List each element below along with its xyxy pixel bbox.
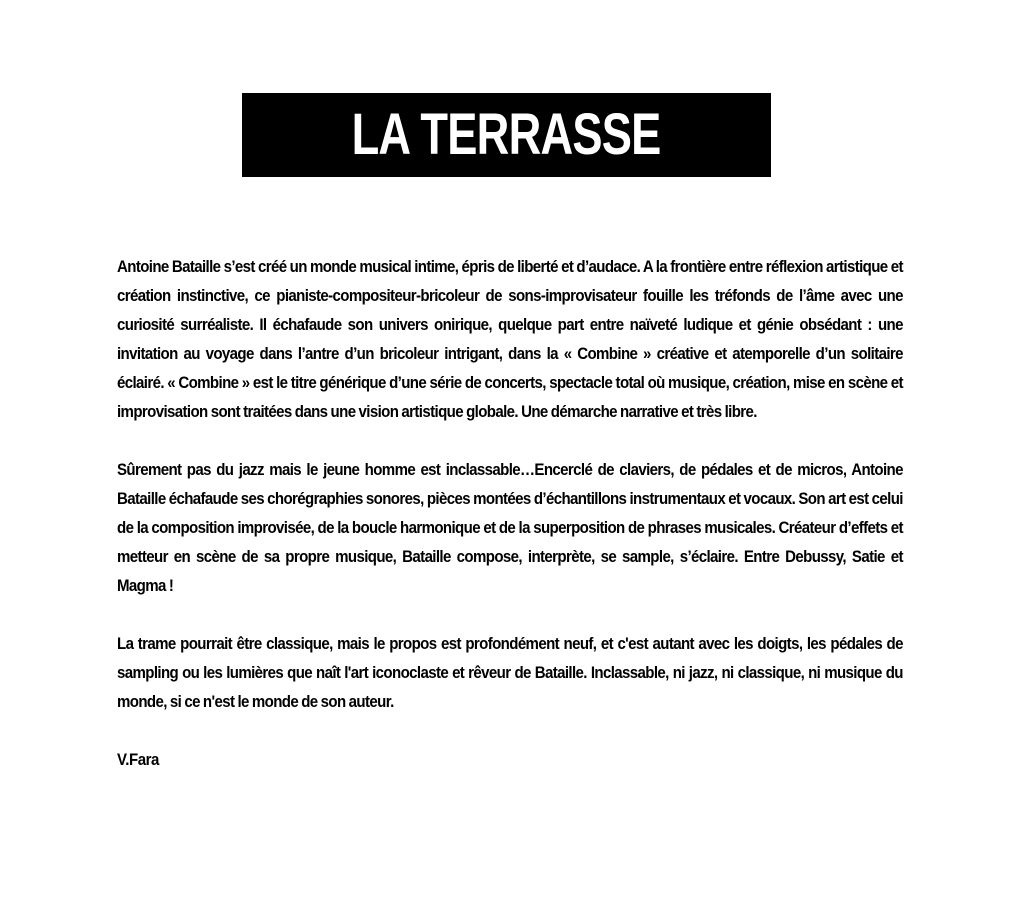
page-title: LA TERRASSE: [352, 102, 661, 167]
title-banner: [242, 93, 771, 177]
paragraph-conclusion: La trame pourrait être classique, mais le propos est profondément neuf, et c'est autant avec les doigts, les pédales de sampling ou les lumières que naît l'art iconoclaste et rêveur de Bataille. Inclassable, ni jazz, ni classique, ni musique du monde, si ce n'est le monde de son auteur.: [117, 634, 903, 711]
article-body: [117, 252, 903, 774]
paragraph-intro: Antoine Bataille s’est créé un monde musical intime, épris de liberté et d’audace. A la frontière entre réflexion artistique et création instinctive, ce pianiste-compositeur-bricoleur de sons-improvisateur fouille les tréfonds de l’âme avec une curiosité surréaliste. Il échafaude son univers onirique, quelque part entre naïveté ludique et génie obsédant : une invitation au voyage dans l’antre d’un bricoleur intrigant, dans la « Combine » créative et atemporelle d’un solitaire éclairé. « Combine » est le titre générique d’une série de concerts, spectacle total où musique, création, mise en scène et improvisation sont traitées dans une vision artistique globale. Une démarche narrative et très libre.: [117, 257, 903, 421]
paragraph-style: Sûrement pas du jazz mais le jeune homme est inclassable…Encerclé de claviers, de pédales et de micros, Antoine Bataille échafaude ses chorégraphies sonores, pièces montées d’échantillons instrumentaux et vocaux. Son art est celui de la composition improvisée, de la boucle harmonique et de la superposition de phrases musicales. Créateur d’effets et metteur en scène de sa propre musique, Bataille compose, interprète, se sample, s’éclaire. Entre Debussy, Satie et Magma !: [117, 460, 903, 595]
author-signature: V.Fara: [117, 750, 159, 769]
